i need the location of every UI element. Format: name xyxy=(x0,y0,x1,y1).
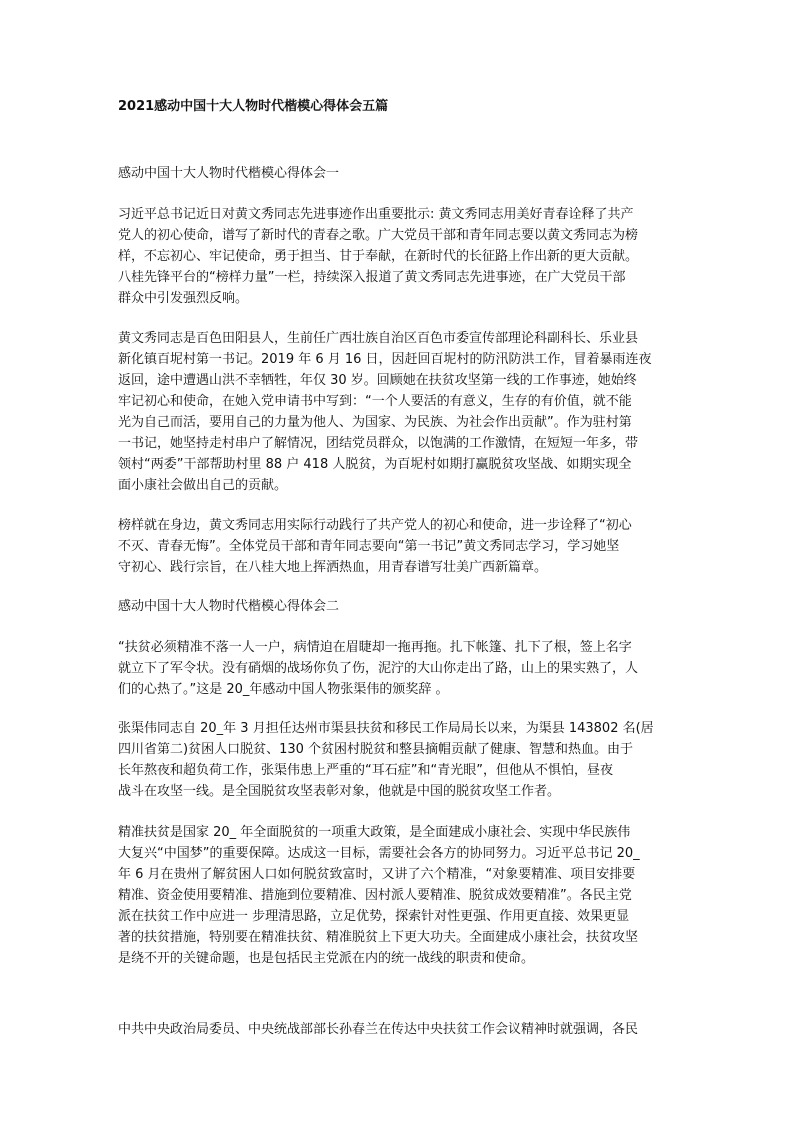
text-line: 精准、资金使用要精准、措施到位要精准、因村派人要精准、脱贫成效要精准”。各民主党 xyxy=(118,888,632,903)
text-line: 群众中引发强烈反响。 xyxy=(118,291,249,306)
paragraph-5 xyxy=(118,718,678,802)
text-line: 八桂先锋平台的“榜样力量”一栏，持续深入报道了黄文秀同志先进事迹，在广大党员干部 xyxy=(118,270,626,285)
text-line: 长年熬夜和超负荷工作，张渠伟患上严重的“耳石症”和“青光眼”，但他从不惧怕，昼夜 xyxy=(118,763,613,778)
text-line: 年 6 月在贵州了解贫困人口如何脱贫致富时，又讲了六个精准，“对象要精准、项目安排要 xyxy=(118,867,636,882)
paragraph-6 xyxy=(118,822,678,969)
text-line: 样，不忘初心、牢记使命，勇于担当、甘于奉献，在新时代的长征路上作出新的更大贡献。 xyxy=(118,249,639,264)
text-line: 派在扶贫工作中应进一 步理清思路，立足优势，探索针对性更强、作用更直接、效果更显 xyxy=(118,909,630,924)
section-heading-2: 感动中国十大人物时代楷模心得体会二 xyxy=(118,599,340,614)
text-line: 守初心、践行宗旨，在八桂大地上挥洒热血，用青春谱写壮美广西新篇章。 xyxy=(118,560,548,575)
text-line: 面小康社会做出自己的贡献。 xyxy=(118,478,288,493)
section-heading-1: 感动中国十大人物时代楷模心得体会一 xyxy=(118,166,340,181)
paragraph-3 xyxy=(118,515,678,578)
paragraph-7 xyxy=(118,1019,678,1040)
text-line: 黄文秀同志是百色田阳县人，生前任广西壮族自治区百色市委宣传部理论科副科长、乐业县 xyxy=(118,331,639,346)
paragraph-2 xyxy=(118,328,678,496)
text-line: 党人的初心使命，谱写了新时代的青春之歌。广大党员干部和青年同志要以黄文秀同志为榜 xyxy=(118,228,639,243)
document-title: 2021感动中国十大人物时代楷模心得体会五篇 xyxy=(118,99,389,114)
text-line: 张渠伟同志自 20_年 3 月担任达州市渠县扶贫和移民工作局局长以来，为渠县 143802 名(居 xyxy=(118,721,654,736)
text-line: 们的心热了。”这是 20_年感动中国人物张渠伟的颁奖辞 。 xyxy=(118,682,449,697)
text-line: 大复兴“中国梦”的重要保障。达成这一目标，需要社会各方的协同努力。习近平总书记 20_ xyxy=(118,846,640,861)
text-line: 牢记初心和使命，在她入党申请书中写到：“一个人要活的有意义，生存的有价值，就不能 xyxy=(118,394,632,409)
paragraph-4 xyxy=(118,637,678,700)
text-line: 著的扶贫措施，特别要在精准扶贫、精准脱贫上下更大功夫。全面建成小康社会，扶贫攻坚 xyxy=(118,930,639,945)
text-line: 中共中央政治局委员、中央统战部部长孙春兰在传达中央扶贫工作会议精神时就强调，各民 xyxy=(118,1022,639,1037)
text-line: 习近平总书记近日对黄文秀同志先进事迹作出重要批示: 黄文秀同志用美好青春诠释了共产 xyxy=(118,207,634,222)
text-line: 返回，途中遭遇山洪不幸牺牲，年仅 30 岁。回顾她在扶贫攻坚第一线的工作事迹，她始终 xyxy=(118,373,637,388)
text-line: 榜样就在身边，黄文秀同志用实际行动践行了共产党人的初心和使命，进一步诠释了“初心 xyxy=(118,518,632,533)
text-line: 领村“两委”干部帮助村里 88 户 418 人脱贫，为百坭村如期打赢脱贫攻坚战、如期实现全 xyxy=(118,457,632,472)
text-line: 是绕不开的关键命题，也是包括民主党派在内的统一战线的职责和使命。 xyxy=(118,951,535,966)
text-line: 四川省第二)贫困人口脱贫、130 个贫困村脱贫和整县摘帽贡献了健康、智慧和热血。由于 xyxy=(118,742,634,757)
text-line: 光为自己而活，要用自己的力量为他人、为国家、为民族、为社会作出贡献”。作为驻村第 xyxy=(118,415,632,430)
text-line: “扶贫必须精准不落一人一户，病情迫在眉睫却一拖再拖。扎下帐篷、扎下了根，签上名字 xyxy=(118,640,632,655)
text-line: 一书记，她坚持走村串户了解情况，团结党员群众，以饱满的工作激情，在短短一年多，带 xyxy=(118,436,639,451)
text-line: 新化镇百坭村第一书记。2019 年 6 月 16 日，因赶回百坭村的防汛防洪工作，冒着暴雨连夜 xyxy=(118,352,652,367)
paragraph-1 xyxy=(118,204,678,309)
text-line: 精准扶贫是国家 20_ 年全面脱贫的一项重大政策，是全面建成小康社会、实现中华民族伟 xyxy=(118,825,631,840)
text-line: 就立下了军令状。没有硝烟的战场你负了伤，泥泞的大山你走出了路，山上的果实熟了，人 xyxy=(118,661,639,676)
text-line: 不灭、青春无悔”。全体党员干部和青年同志要向“第一书记”黄文秀同志学习，学习她坚 xyxy=(118,539,620,554)
text-line: 战斗在攻坚一线。是全国脱贫攻坚表彰对象，他就是中国的脱贫攻坚工作者。 xyxy=(118,784,561,799)
